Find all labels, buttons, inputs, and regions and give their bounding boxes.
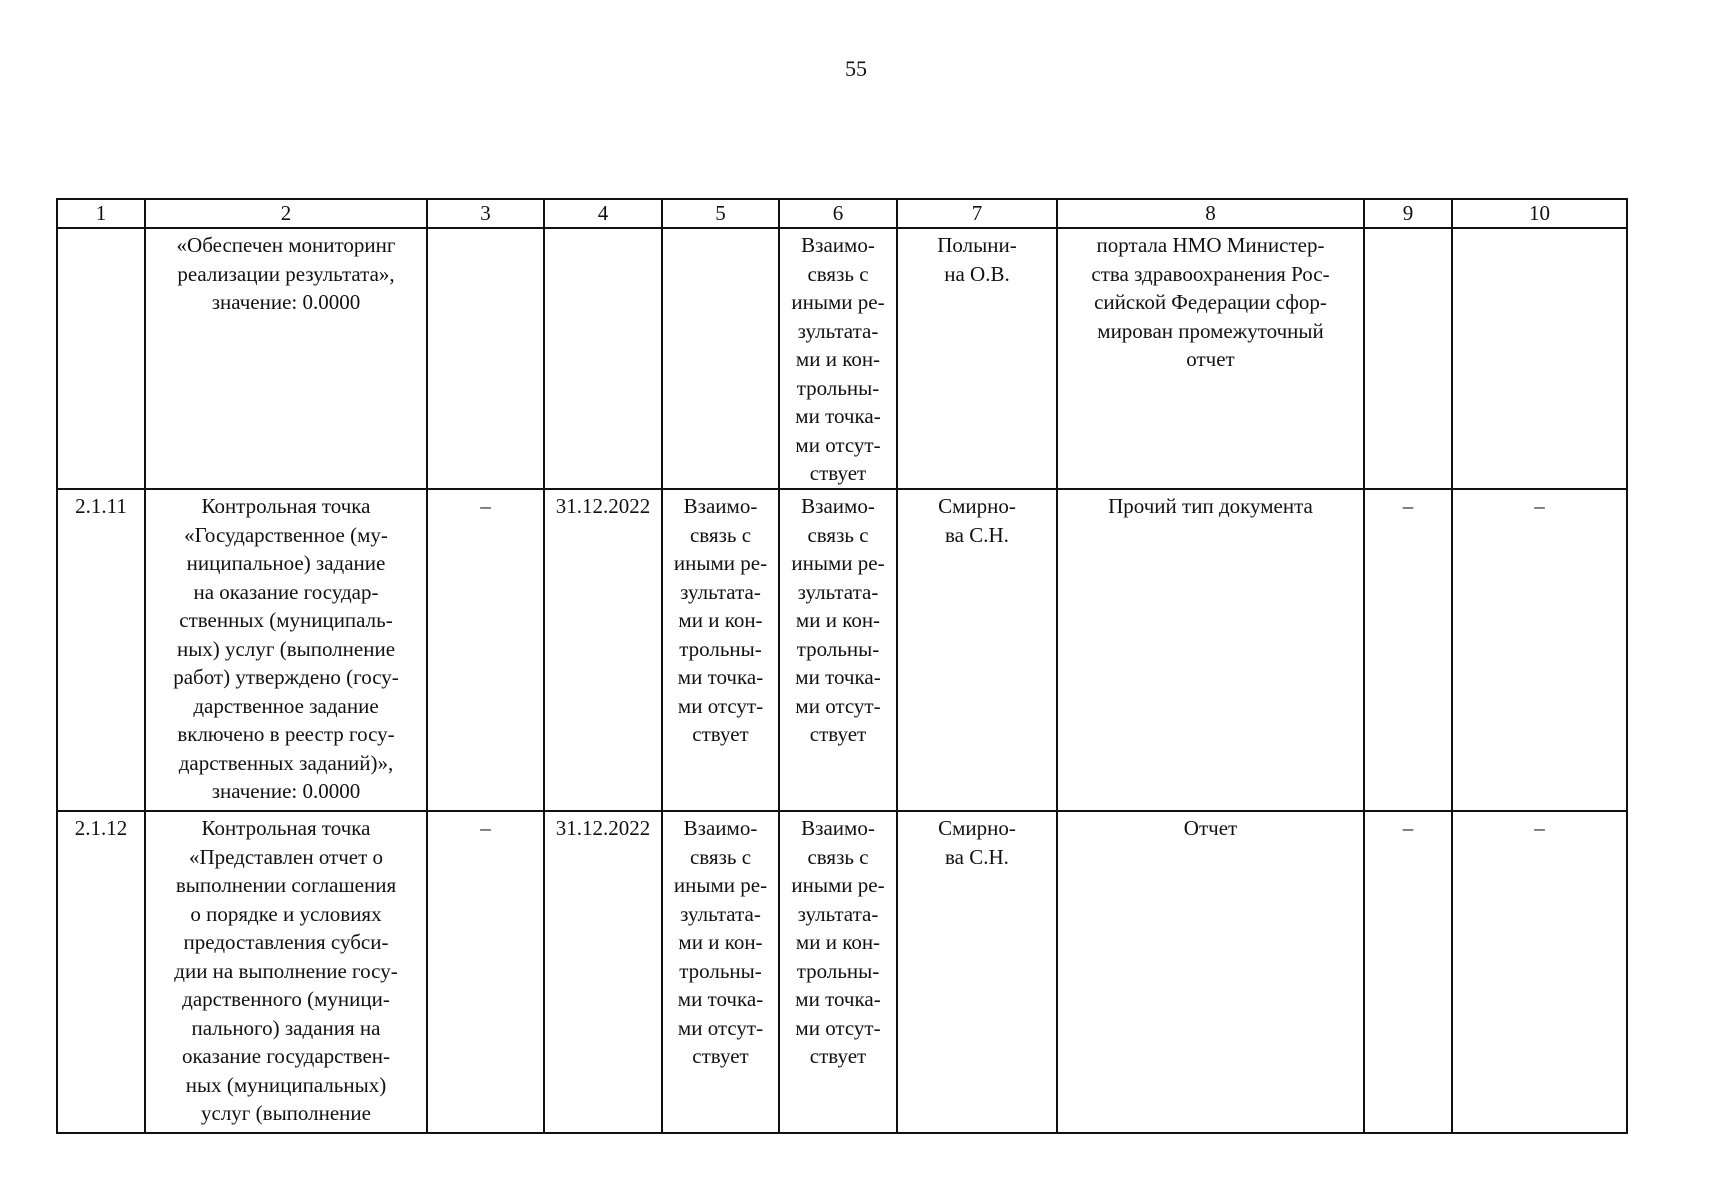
row-number-cell [57,228,145,489]
document-type-cell: Прочий тип документа [1057,489,1364,811]
responsible-person-cell: Смирно- ва С.Н. [897,489,1057,811]
item-description-cell: Контрольная точка «Государственное (му- ниципальное) задание на оказание государ- ственных (муниципаль- ных) услуг (выполнение работ) утверждено (госу- дарственное задание включено в реестр госу- дарственных заданий)», значение: 0.0000 [145,489,427,811]
cell-col-5: Взаимо- связь с иными ре- зультата- ми и кон- трольны- ми точка- ми отсут- ствует [662,811,779,1133]
item-description-cell: Контрольная точка «Представлен отчет о выполнении соглашения о порядке и условиях предоставления субси- дии на выполнение госу- дарственного (муници- пального) задания на оказание государствен- ных (муниципальных) услуг (выполнение [145,811,427,1133]
page-number: 55 [845,56,867,81]
table-row [57,228,1627,489]
date-cell: 31.12.2022 [544,811,662,1133]
cell-col-6: Взаимо- связь с иными ре- зультата- ми и кон- трольны- ми точка- ми отсут- ствует [779,228,897,489]
column-header-8: 8 [1057,199,1364,228]
cell-col-10 [1452,228,1627,489]
column-header-3: 3 [427,199,544,228]
cell-col-5 [662,228,779,489]
column-header-2: 2 [145,199,427,228]
cell-col-10: – [1452,811,1627,1133]
cell-col-6: Взаимо- связь с иными ре- зультата- ми и кон- трольны- ми точка- ми отсут- ствует [779,811,897,1133]
row-number-cell: 2.1.12 [57,811,145,1133]
cell-col-3: – [427,489,544,811]
cell-col-3 [427,228,544,489]
column-header-9: 9 [1364,199,1452,228]
cell-col-3: – [427,811,544,1133]
column-header-4: 4 [544,199,662,228]
column-header-5: 5 [662,199,779,228]
document-type-cell: портала НМО Министер- ства здравоохранения Рос- сийской Федерации сфор- мирован промежуточный отчет [1057,228,1364,489]
table-row [57,489,1627,811]
table-header-row [57,199,1627,228]
cell-col-6: Взаимо- связь с иными ре- зультата- ми и кон- трольны- ми точка- ми отсут- ствует [779,489,897,811]
responsible-person-cell: Смирно- ва С.Н. [897,811,1057,1133]
column-header-1: 1 [57,199,145,228]
date-cell [544,228,662,489]
cell-col-9: – [1364,489,1452,811]
row-number-cell: 2.1.11 [57,489,145,811]
cell-col-10: – [1452,489,1627,811]
column-header-10: 10 [1452,199,1627,228]
cell-col-9: – [1364,811,1452,1133]
date-cell: 31.12.2022 [544,489,662,811]
document-table [56,198,1628,1134]
column-header-7: 7 [897,199,1057,228]
cell-col-5: Взаимо- связь с иными ре- зультата- ми и кон- трольны- ми точка- ми отсут- ствует [662,489,779,811]
cell-col-9 [1364,228,1452,489]
column-header-6: 6 [779,199,897,228]
document-type-cell: Отчет [1057,811,1364,1133]
item-description-cell: «Обеспечен мониторинг реализации результата», значение: 0.0000 [145,228,427,489]
table-row [57,811,1627,1133]
responsible-person-cell: Полыни- на О.В. [897,228,1057,489]
